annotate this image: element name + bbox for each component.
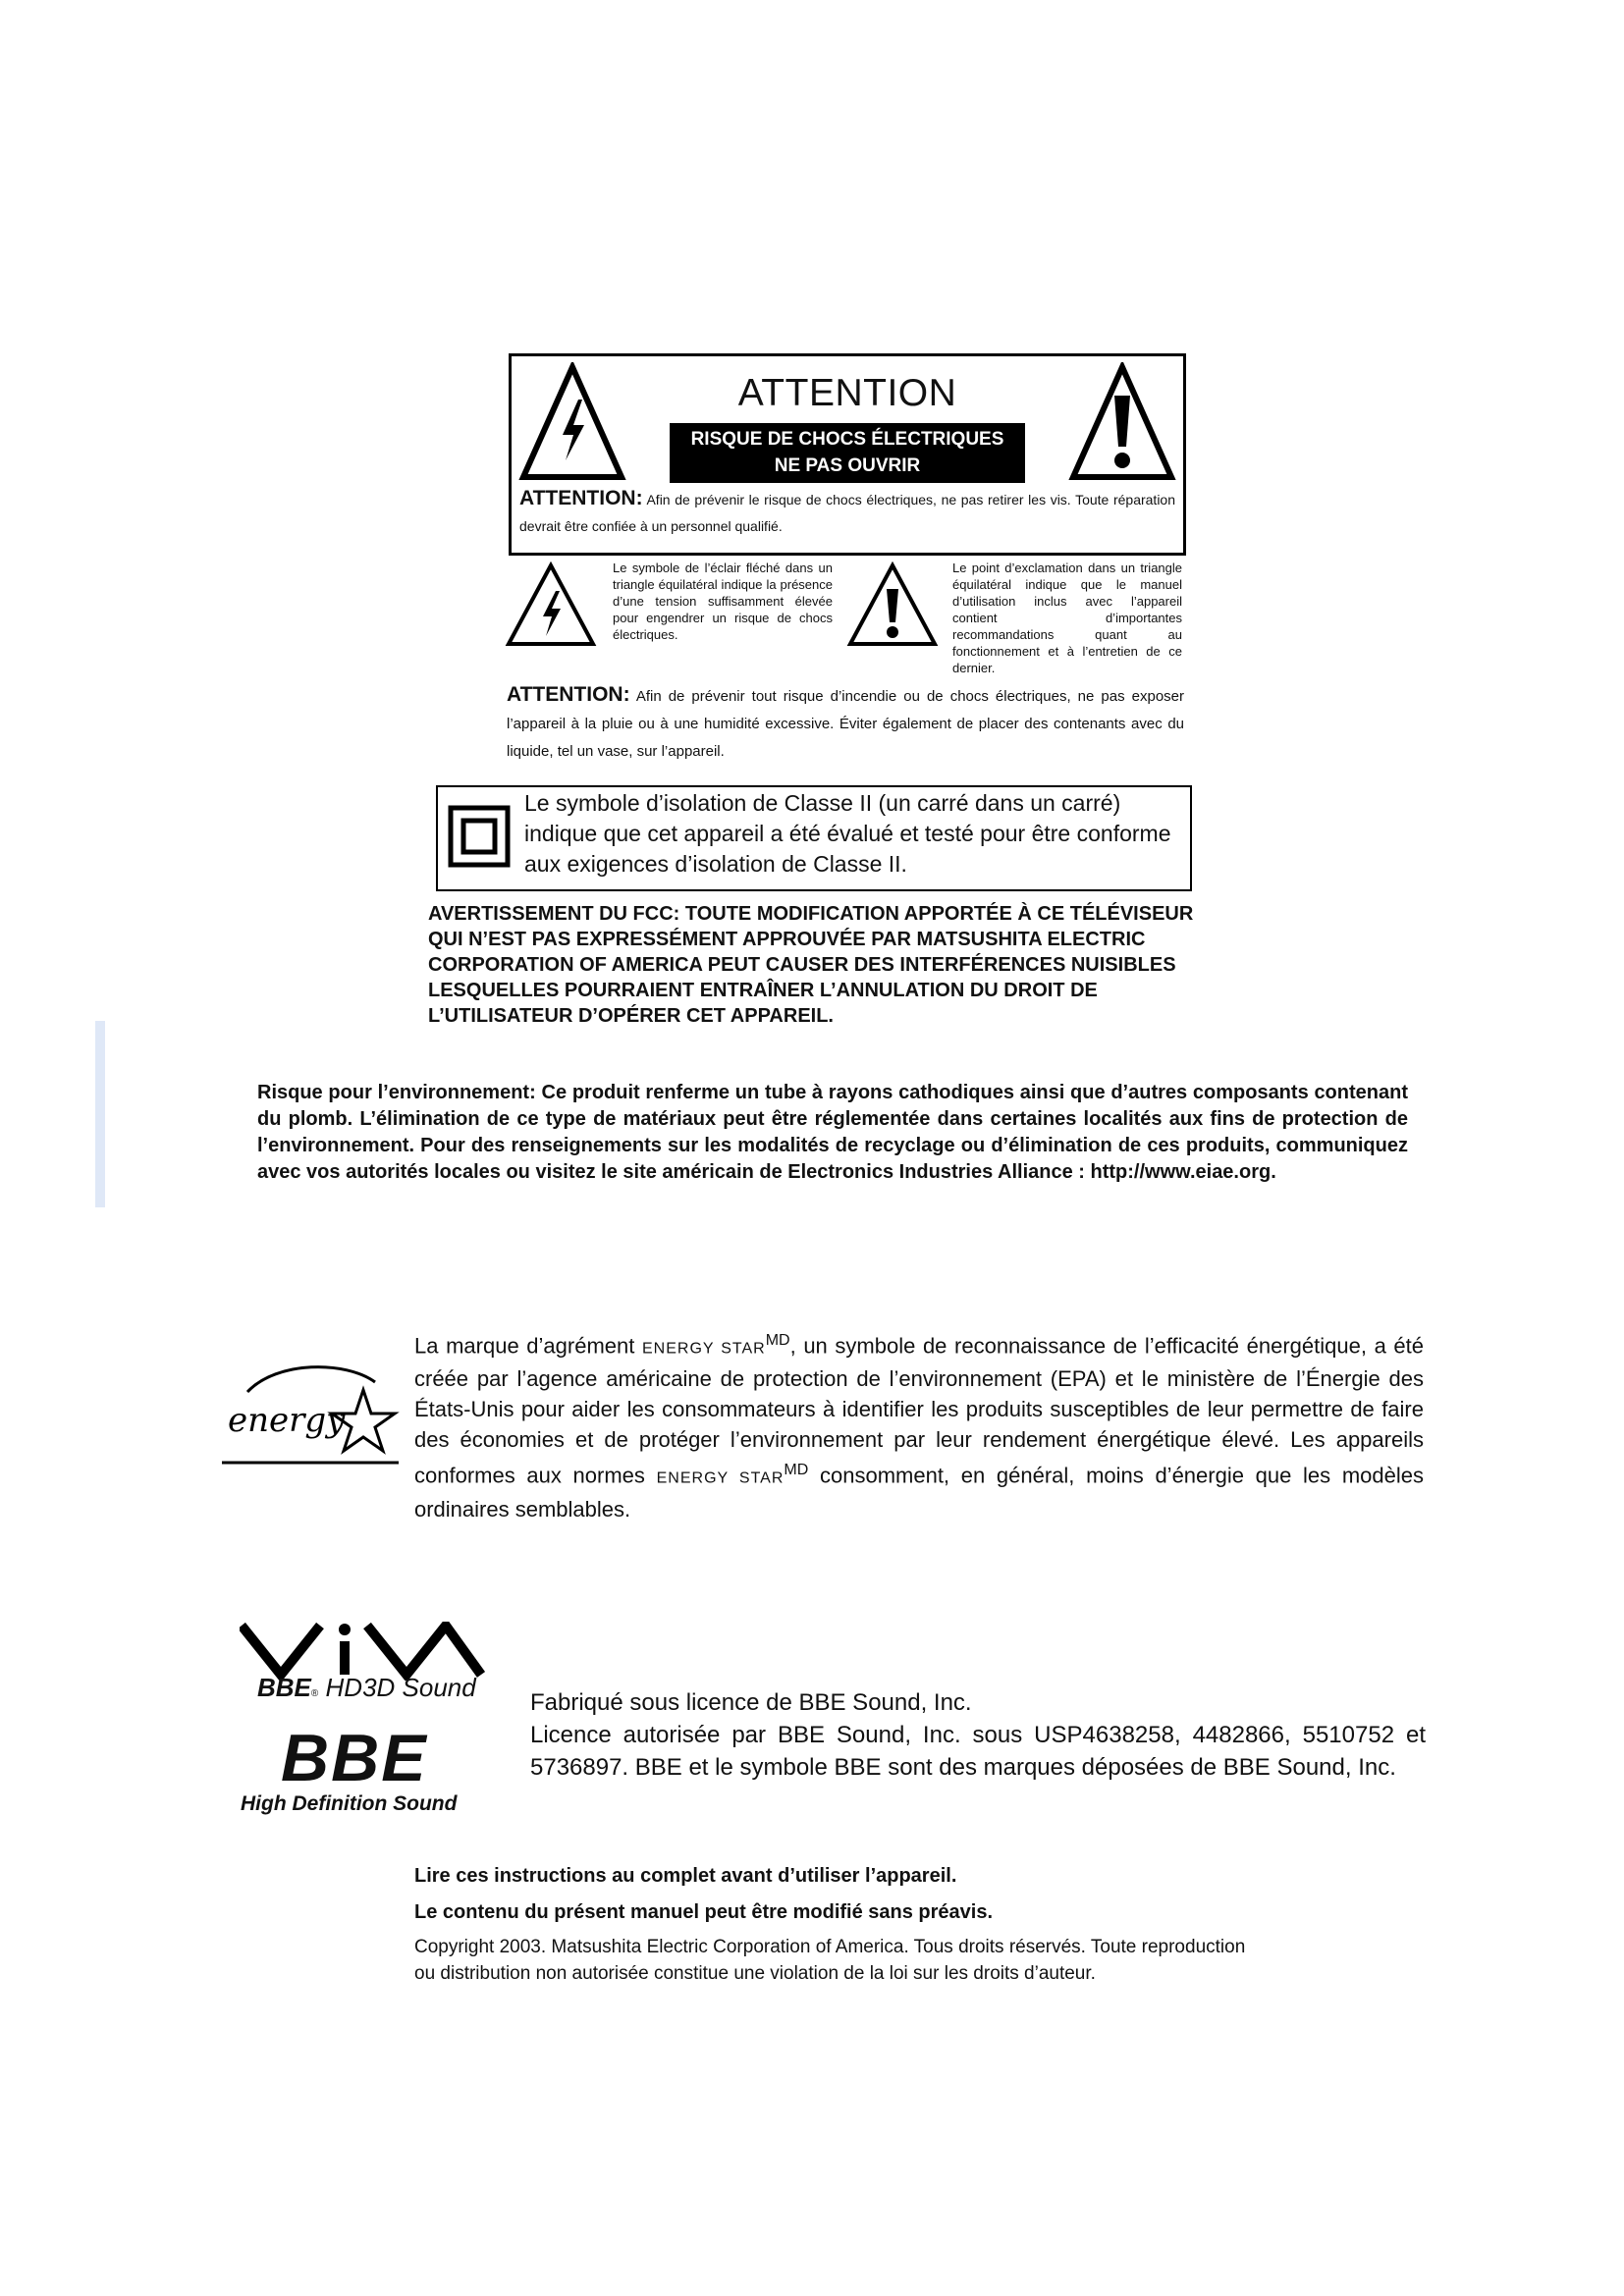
attention-label: ATTENTION: <box>519 487 643 509</box>
exclamation-symbol-icon <box>846 561 939 648</box>
energy-star-brand: ENERGY STAR <box>641 1340 766 1358</box>
margin-marker <box>95 1021 105 1207</box>
exclamation-symbol-explanation: Le point d’exclamation dans un triangle équilatéral indique que le manuel d’utilisation inclus avec l’appareil contient d’importantes recommandations quant au fonctionnement et à l’entretien de ce dernier. <box>952 561 1182 675</box>
bbe-license-block <box>530 1686 1426 1784</box>
attention-title: ATTENTION <box>737 372 957 414</box>
footer-notes <box>414 1865 1298 1987</box>
environment-risk-paragraph: Risque pour l’environnement: Ce produit renferme un tube à rayons cathodiques ainsi que d’autres composants contenant du plomb. L’élimination de ce type de matériaux peut être réglementée dans certaines localités aux fins de protection de l’environnement. Pour des renseignements sur les modalités de recyclage ou d’élimination de ces produits, communiquez avec vos autorités locales ou visitez le site américain de Electronics Industries Alliance : http://www.eiae.org. <box>257 1082 1408 1183</box>
class-ii-text: Le symbole d’isolation de Classe II (un carré dans un carré) indique que cet appareil a été évalué et testé pour être conforme aux exigences d’isolation de Classe II. <box>524 790 1171 877</box>
do-not-open-line: NE PAS OUVRIR <box>774 455 921 476</box>
lightning-symbol-explanation: Le symbole de l’éclair fléché dans un triangle équilatéral indique la présence d’une tension suffisamment élevée pour engendrer un risque de chocs électriques. <box>613 561 833 642</box>
bbe-license-line2: Licence autorisée par BBE Sound, Inc. sous USP4638258, 4482866, 5510752 et 5736897. BBE et le symbole BBE sont des marques déposées de BBE Sound, Inc. <box>530 1722 1426 1781</box>
high-definition-sound-caption: High Definition Sound <box>241 1792 458 1815</box>
energy-star-brand-2: ENERGY STAR <box>656 1469 785 1487</box>
bbe-small-mark: BBE <box>257 1673 311 1702</box>
energy-text-1: La marque d’agrément <box>414 1333 642 1359</box>
double-square-icon <box>448 805 511 868</box>
fcc-warning: AVERTISSEMENT DU FCC: TOUTE MODIFICATION APPORTÉE À CE TÉLÉVISEUR QUI N’EST PAS EXPRESSÉMENT APPROUVÉE PAR MATSUSHITA ELECTRIC CORPORATION OF AMERICA PEUT CAUSER DES INTERFÉRENCES NUISIBLES LESQUELLES POURRAIENT ENTRAÎNER L’ANNULATION DU DROIT DE L’UTILISATEUR D’OPÉRER CET APPAREIL. <box>428 903 1194 1027</box>
hd3d-sound-text: HD3D Sound <box>325 1673 476 1702</box>
attention-warning-box <box>509 353 1186 556</box>
lightning-symbol-icon <box>505 561 597 648</box>
attention-paragraph <box>519 485 1175 540</box>
attention-text: Afin de prévenir le risque de chocs électriques, ne pas retirer les vis. Toute réparation devrait être confiée à un personnel qualifié. <box>519 492 1175 534</box>
bbe-big-logo: BBE <box>281 1721 428 1795</box>
shock-risk-banner <box>670 423 1025 483</box>
fire-warning-label: ATTENTION: <box>507 683 630 706</box>
shock-risk-line: RISQUE DE CHOCS ÉLECTRIQUES <box>690 429 1004 450</box>
energy-star-paragraph <box>414 1325 1424 1524</box>
energy-star-sup-2: MD <box>784 1462 809 1479</box>
read-instructions-note: Lire ces instructions au complet avant d’utiliser l’appareil. <box>414 1865 957 1887</box>
bbe-hd3d-logo: BBE® HD3D Sound <box>257 1673 476 1702</box>
energy-star-logo <box>218 1353 403 1470</box>
bbe-license-line1: Fabriqué sous licence de BBE Sound, Inc. <box>530 1689 972 1716</box>
copyright-note: Copyright 2003. Matsushita Electric Corporation of America. Tous droits réservés. Toute reproduction ou distribution non autorisée constitue une violation de la loi sur les droits d’auteur. <box>414 1937 1246 1984</box>
energy-logo-text: energy <box>228 1401 346 1440</box>
content-change-note: Le contenu du présent manuel peut être modifié sans préavis. <box>414 1901 994 1923</box>
fire-warning-paragraph <box>507 681 1184 766</box>
energy-text-2: , un symbole de reconnaissance de l’efficacité énergétique, a été créée par l’agence américaine de protection de l’environnement (EPA) et le ministère de l’Énergie des États-Unis pour aider les consommateurs à identifier les produits susceptibles de leur permettre de faire des économies et de protéger l’environnement par leur rendement énergétique élevé. Les appareils conformes aux normes <box>414 1333 1425 1488</box>
exclamation-triangle-icon <box>1067 362 1177 482</box>
class-ii-box <box>436 785 1192 891</box>
energy-star-sup: MD <box>765 1332 790 1349</box>
viva-logo <box>240 1622 485 1681</box>
fire-warning-text: Afin de prévenir tout risque d’incendie ou de chocs électriques, ne pas exposer l’appareil à la pluie ou à une humidité excessive. Éviter également de placer des contenants avec du liquide, tel un vase, sur l’appareil. <box>507 688 1184 760</box>
energy-text-3: consomment, en général, moins d’énergie que les modèles ordinaires semblables. <box>414 1463 1425 1522</box>
